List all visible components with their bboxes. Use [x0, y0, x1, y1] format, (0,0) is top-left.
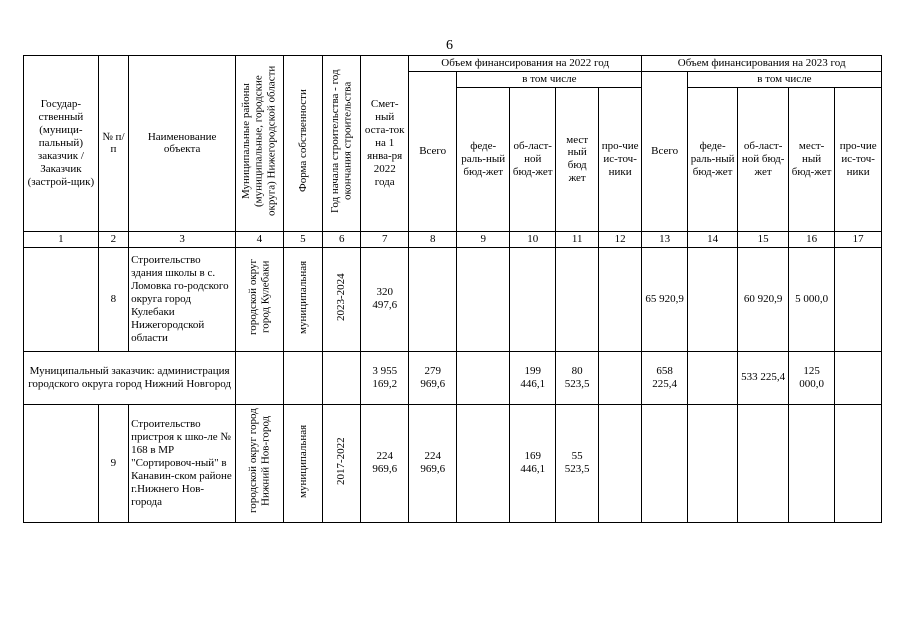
financing-table — [23, 55, 882, 523]
col-num: 8 — [408, 231, 457, 247]
col-num: 15 — [738, 231, 789, 247]
header-estimate: Смет-ный оста-ток на 1 янва-ря 2022 года — [361, 56, 408, 232]
subtotal-regional-2023: 533 225,4 — [738, 351, 789, 404]
col-num: 5 — [283, 231, 322, 247]
header-num: № п/п — [98, 56, 128, 232]
col-num: 11 — [556, 231, 598, 247]
header-other-2023: про-чие ис-точ-ники — [835, 87, 882, 231]
estimate: 320 497,6 — [361, 247, 408, 351]
subtotal-row — [24, 351, 882, 404]
total-2023: 65 920,9 — [642, 247, 687, 351]
header-district: Муниципальные районы (муниципальные, городские округа) Нижегородской области — [240, 66, 278, 217]
subtotal-estimate: 3 955 169,2 — [361, 351, 408, 404]
col-num: 9 — [457, 231, 510, 247]
page-number: 6 — [446, 38, 453, 53]
header-regional-2022: об-ласт-ной бюд-жет — [509, 87, 555, 231]
ownership: муниципальная — [296, 424, 309, 499]
col-num: 3 — [129, 231, 236, 247]
col-num: 1 — [24, 231, 99, 247]
header-local-2023: мест-ный бюд-жет — [788, 87, 834, 231]
local-2022: 55 523,5 — [556, 404, 598, 522]
header-federal-2022: феде-раль-ный бюд-жет — [457, 87, 510, 231]
col-num: 4 — [236, 231, 283, 247]
header-incl-2022: в том числе — [457, 71, 642, 87]
years: 2023-2024 — [335, 273, 348, 322]
row-num: 9 — [98, 404, 128, 522]
header-total-2022: Всего — [408, 71, 457, 231]
col-num: 2 — [98, 231, 128, 247]
col-num: 17 — [835, 231, 882, 247]
subtotal-label: Муниципальный заказчик: администрация городского округа город Нижний Новгород — [24, 351, 236, 404]
col-num: 10 — [509, 231, 555, 247]
header-incl-2023: в том числе — [687, 71, 881, 87]
object-name: Строительство здания школы в с. Ломовка го-родского округа город Кулебаки Нижегородской области — [129, 247, 236, 351]
local-2023: 5 000,0 — [788, 247, 834, 351]
table-row — [24, 404, 882, 522]
header-total-2023: Всего — [642, 71, 687, 231]
col-num: 6 — [323, 231, 361, 247]
col-num: 7 — [361, 231, 408, 247]
header-customer: Государ-ственный (муници-пальный) заказчик / Заказчик (застрой-щик) — [24, 56, 99, 232]
total-2022: 224 969,6 — [408, 404, 457, 522]
header-regional-2023: об-ласт-ной бюд-жет — [738, 87, 789, 231]
col-num: 14 — [687, 231, 738, 247]
header-local-2022: мест ный бюд жет — [556, 87, 598, 231]
col-num: 16 — [788, 231, 834, 247]
subtotal-regional-2022: 199 446,1 — [509, 351, 555, 404]
regional-2023: 60 920,9 — [738, 247, 789, 351]
estimate: 224 969,6 — [361, 404, 408, 522]
col-num: 13 — [642, 231, 687, 247]
district: городской округ город Кулебаки — [246, 259, 272, 336]
subtotal-total-2023: 658 225,4 — [642, 351, 687, 404]
subtotal-local-2022: 80 523,5 — [556, 351, 598, 404]
object-name: Строительство пристроя к шко-ле № 168 в МР "Сортировоч-ный" в Канавин-ском районе г.Нижнего Нов-города — [129, 404, 236, 522]
header-fin-2023: Объем финансирования на 2023 год — [642, 56, 882, 72]
table-row — [24, 247, 882, 351]
district: городской округ город Нижний Нов-город — [246, 409, 272, 514]
column-number-row — [24, 231, 882, 247]
header-object-name: Наименование объекта — [129, 56, 236, 232]
header-years: Год начала строительства - год окончания строительства — [329, 69, 354, 214]
regional-2022: 169 446,1 — [509, 404, 555, 522]
header-other-2022: про-чие ис-точ-ники — [598, 87, 642, 231]
col-num: 12 — [598, 231, 642, 247]
row-num: 8 — [98, 247, 128, 351]
subtotal-total-2022: 279 969,6 — [408, 351, 457, 404]
years: 2017-2022 — [335, 437, 348, 486]
header-fin-2022: Объем финансирования на 2022 год — [408, 56, 641, 72]
header-federal-2023: феде-раль-ный бюд-жет — [687, 87, 738, 231]
header-ownership: Форма собственности — [296, 90, 309, 193]
subtotal-local-2023: 125 000,0 — [788, 351, 834, 404]
ownership: муниципальная — [296, 260, 309, 335]
